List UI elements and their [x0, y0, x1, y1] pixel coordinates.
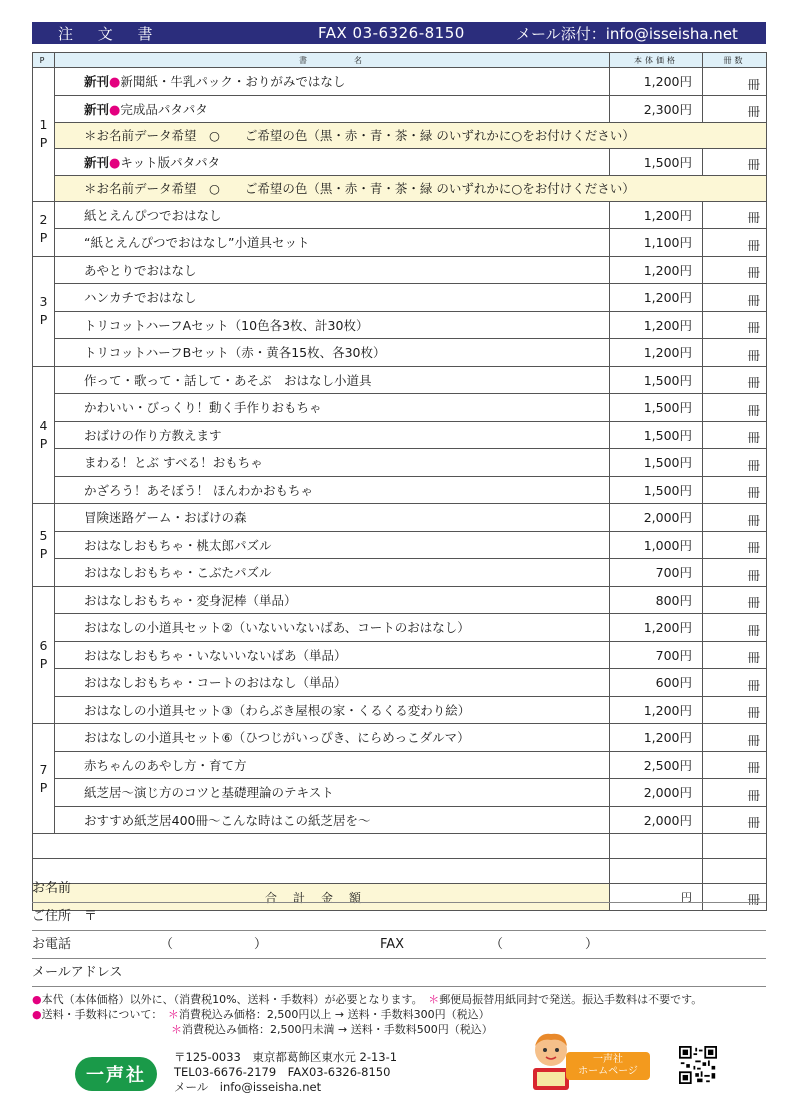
qty-field[interactable]: 冊 — [703, 696, 767, 724]
table-row — [33, 751, 767, 779]
table-row — [33, 68, 767, 96]
qty-field[interactable]: 冊 — [703, 724, 767, 752]
table-row — [33, 449, 767, 477]
book-price: 800円 — [610, 586, 703, 614]
table-row — [33, 229, 767, 257]
name-data-note-row — [33, 123, 767, 149]
book-title: おはなしおもちゃ・桃太郎パズル — [55, 531, 610, 559]
footer-tel-fax: TEL03-6676-2179 FAX03-6326-8150 — [174, 1065, 391, 1079]
qty-field[interactable]: 冊 — [703, 504, 767, 532]
note-line-1: ●本代（本体価格）以外に、（消費税10%、送料・手数料）が必要となります。 ＊郵便局振替用紙同封で発送。振込手数料は不要です。 — [32, 993, 703, 1006]
book-title: あやとりでおはなし — [55, 256, 610, 284]
book-price: 1,200円 — [610, 696, 703, 724]
page-marker: 3 P — [33, 256, 55, 366]
table-row — [33, 366, 767, 394]
table-row — [33, 614, 767, 642]
book-price: 1,200円 — [610, 256, 703, 284]
table-row — [33, 95, 767, 123]
header-mail: メール添付：info@isseisha.net — [516, 24, 738, 43]
col-page-header: P — [33, 53, 55, 68]
table-row — [33, 284, 767, 312]
total-label: 合計金額 — [33, 884, 610, 911]
book-price: 1,500円 — [610, 476, 703, 504]
book-title: 紙とえんぴつでおはなし — [55, 201, 610, 229]
book-title: おばけの作り方教えます — [55, 421, 610, 449]
qty-field[interactable]: 冊 — [703, 394, 767, 422]
book-title: まわる！とぶ すべる！おもちゃ — [55, 449, 610, 477]
qty-field[interactable]: 冊 — [703, 229, 767, 257]
book-title: トリコットハーフBセット（赤・黄各15枚、各30枚） — [55, 339, 610, 367]
qty-field[interactable]: 冊 — [703, 284, 767, 312]
page-marker: 6 P — [33, 586, 55, 724]
book-price: 1,500円 — [610, 449, 703, 477]
fax-paren-open: （ — [490, 937, 504, 952]
qty-field[interactable]: 冊 — [703, 641, 767, 669]
table-row — [33, 201, 767, 229]
total-qty-field[interactable]: 冊 — [703, 884, 767, 911]
notes-block — [32, 992, 772, 1037]
qty-field[interactable]: 冊 — [703, 586, 767, 614]
book-price: 1,200円 — [610, 284, 703, 312]
book-title: かわいい・びっくり！動く手作りおもちゃ — [55, 394, 610, 422]
book-title: 冒険迷路ゲーム・おばけの森 — [55, 504, 610, 532]
address-label: ご住所 〒 — [32, 909, 98, 924]
col-qty-header: 冊数 — [703, 53, 767, 68]
note-line-3: ＊消費税込み価格：2,500円未満 → 送料・手数料500円（税込） — [171, 1023, 493, 1036]
qty-field[interactable]: 冊 — [703, 449, 767, 477]
book-price: 1,200円 — [610, 201, 703, 229]
book-price: 1,200円 — [610, 68, 703, 96]
table-row — [33, 476, 767, 504]
qty-field[interactable]: 冊 — [703, 311, 767, 339]
blank-row — [33, 834, 767, 859]
phone-paren-open: （ — [160, 937, 174, 952]
book-price: 1,200円 — [610, 339, 703, 367]
blank-price-cell[interactable] — [610, 834, 703, 859]
qty-field[interactable]: 冊 — [703, 421, 767, 449]
fax-paren-close: ） — [585, 937, 599, 952]
phone-paren-close: ） — [254, 937, 268, 952]
form-title: 注 文 書 — [58, 24, 163, 43]
book-title: おすすめ紙芝居400冊～こんな時はこの紙芝居を～ — [55, 806, 610, 834]
qty-field[interactable]: 冊 — [703, 339, 767, 367]
note-line-2: ●送料・手数料について： ＊消費税込み価格：2,500円以上 → 送料・手数料300円（税込） — [32, 1008, 490, 1021]
postal-address: 〒125-0033 東京都葛飾区東水元 2-13-1 — [174, 1050, 398, 1064]
book-price: 700円 — [610, 559, 703, 587]
qty-field[interactable]: 冊 — [703, 201, 767, 229]
book-price: 1,500円 — [610, 366, 703, 394]
table-row — [33, 779, 767, 807]
table-row — [33, 394, 767, 422]
table-row — [33, 559, 767, 587]
book-price: 2,300円 — [610, 95, 703, 123]
book-title: 赤ちゃんのあやし方・育て方 — [55, 751, 610, 779]
table-row — [33, 339, 767, 367]
book-title: 新刊●完成品パタパタ — [55, 95, 610, 123]
book-price: 1,500円 — [610, 421, 703, 449]
qty-field[interactable]: 冊 — [703, 476, 767, 504]
name-field[interactable] — [32, 876, 766, 903]
name-data-note-row — [33, 176, 767, 202]
table-row — [33, 696, 767, 724]
book-price: 1,100円 — [610, 229, 703, 257]
name-data-note[interactable]: ＊お名前データ希望 ○ ご希望の色（黒・赤・青・茶・緑 のいずれかに○をお付けください） — [55, 123, 767, 149]
blank-qty-cell[interactable] — [703, 834, 767, 859]
header-bar — [32, 22, 766, 44]
name-label: お名前 — [32, 881, 72, 896]
book-price: 1,000円 — [610, 531, 703, 559]
book-title: ハンカチでおはなし — [55, 284, 610, 312]
book-price: 1,200円 — [610, 724, 703, 752]
book-title: 新刊●新聞紙・牛乳パック・おりがみではなし — [55, 68, 610, 96]
qty-field[interactable]: 冊 — [703, 68, 767, 96]
book-title: 作って・歌って・話して・あそぶ おはなし小道具 — [55, 366, 610, 394]
email-label: メールアドレス — [32, 965, 123, 980]
book-price: 2,500円 — [610, 751, 703, 779]
email-field[interactable] — [32, 960, 766, 987]
qty-field[interactable]: 冊 — [703, 95, 767, 123]
phone-fax-field[interactable] — [32, 932, 766, 959]
book-price: 700円 — [610, 641, 703, 669]
table-row — [33, 531, 767, 559]
book-title: おはなしおもちゃ・いないいないばあ（単品） — [55, 641, 610, 669]
footer-mail: メール info@isseisha.net — [174, 1080, 322, 1094]
homepage-button[interactable]: 一声社 ホームページ — [566, 1052, 650, 1080]
book-title: かざろう！あそぼう！ ほんわかおもちゃ — [55, 476, 610, 504]
table-row — [33, 421, 767, 449]
table-row — [33, 586, 767, 614]
isseisha-logo: 一声社 — [75, 1057, 157, 1091]
page-marker: 7 P — [33, 724, 55, 834]
table-row — [33, 504, 767, 532]
book-title: おはなしおもちゃ・こぶたパズル — [55, 559, 610, 587]
order-table — [32, 52, 767, 911]
table-row — [33, 148, 767, 176]
book-title: 新刊●キット版パタパタ — [55, 148, 610, 176]
qty-field[interactable]: 冊 — [703, 614, 767, 642]
book-price: 2,000円 — [610, 779, 703, 807]
table-row — [33, 256, 767, 284]
book-price: 1,500円 — [610, 394, 703, 422]
qty-field[interactable]: 冊 — [703, 256, 767, 284]
table-row — [33, 724, 767, 752]
book-price: 600円 — [610, 669, 703, 697]
book-price: 1,200円 — [610, 311, 703, 339]
page-marker: 5 P — [33, 504, 55, 587]
fax-label: FAX — [380, 937, 405, 952]
page-marker: 1 P — [33, 68, 55, 202]
table-header-row — [33, 53, 767, 68]
page-marker: 4 P — [33, 366, 55, 504]
qty-field[interactable]: 冊 — [703, 366, 767, 394]
qty-field[interactable]: 冊 — [703, 806, 767, 834]
blank-title-cell[interactable] — [33, 834, 610, 859]
book-title: おはなしの小道具セット②（いないいないばあ、コートのおはなし） — [55, 614, 610, 642]
book-price: 2,000円 — [610, 806, 703, 834]
qty-field[interactable]: 冊 — [703, 669, 767, 697]
address-field[interactable] — [32, 904, 766, 931]
qty-field[interactable]: 冊 — [703, 148, 767, 176]
book-price: 1,500円 — [610, 148, 703, 176]
page-marker: 2 P — [33, 201, 55, 256]
phone-label: お電話 — [32, 937, 72, 952]
book-price: 2,000円 — [610, 504, 703, 532]
book-title: おはなしの小道具セット⑥（ひつじがいっぴき、にらめっこダルマ） — [55, 724, 610, 752]
footer-address — [174, 1050, 397, 1095]
table-row — [33, 806, 767, 834]
table-row — [33, 669, 767, 697]
book-price: 1,200円 — [610, 614, 703, 642]
col-title-header: 書 名 — [55, 53, 610, 68]
col-price-header: 本体価格 — [610, 53, 703, 68]
book-title: 紙芝居～演じ方のコツと基礎理論のテキスト — [55, 779, 610, 807]
qty-field[interactable]: 冊 — [703, 751, 767, 779]
qty-field[interactable]: 冊 — [703, 531, 767, 559]
qty-field[interactable]: 冊 — [703, 779, 767, 807]
book-title: おはなしの小道具セット③（わらぶき屋根の家・くるくる変わり絵） — [55, 696, 610, 724]
table-row — [33, 641, 767, 669]
book-title: おはなしおもちゃ・変身泥棒（単品） — [55, 586, 610, 614]
qty-field[interactable]: 冊 — [703, 559, 767, 587]
qr-code-icon[interactable] — [679, 1046, 717, 1084]
book-title: トリコットハーフAセット（10色各3枚、計30枚） — [55, 311, 610, 339]
table-row — [33, 311, 767, 339]
name-data-note[interactable]: ＊お名前データ希望 ○ ご希望の色（黒・赤・青・茶・緑 のいずれかに○をお付けください） — [55, 176, 767, 202]
header-fax: FAX 03-6326-8150 — [318, 24, 465, 42]
book-title: “紙とえんぴつでおはなし”小道具セット — [55, 229, 610, 257]
total-price-field[interactable]: 円 — [610, 884, 703, 911]
book-title: おはなしおもちゃ・コートのおはなし（単品） — [55, 669, 610, 697]
